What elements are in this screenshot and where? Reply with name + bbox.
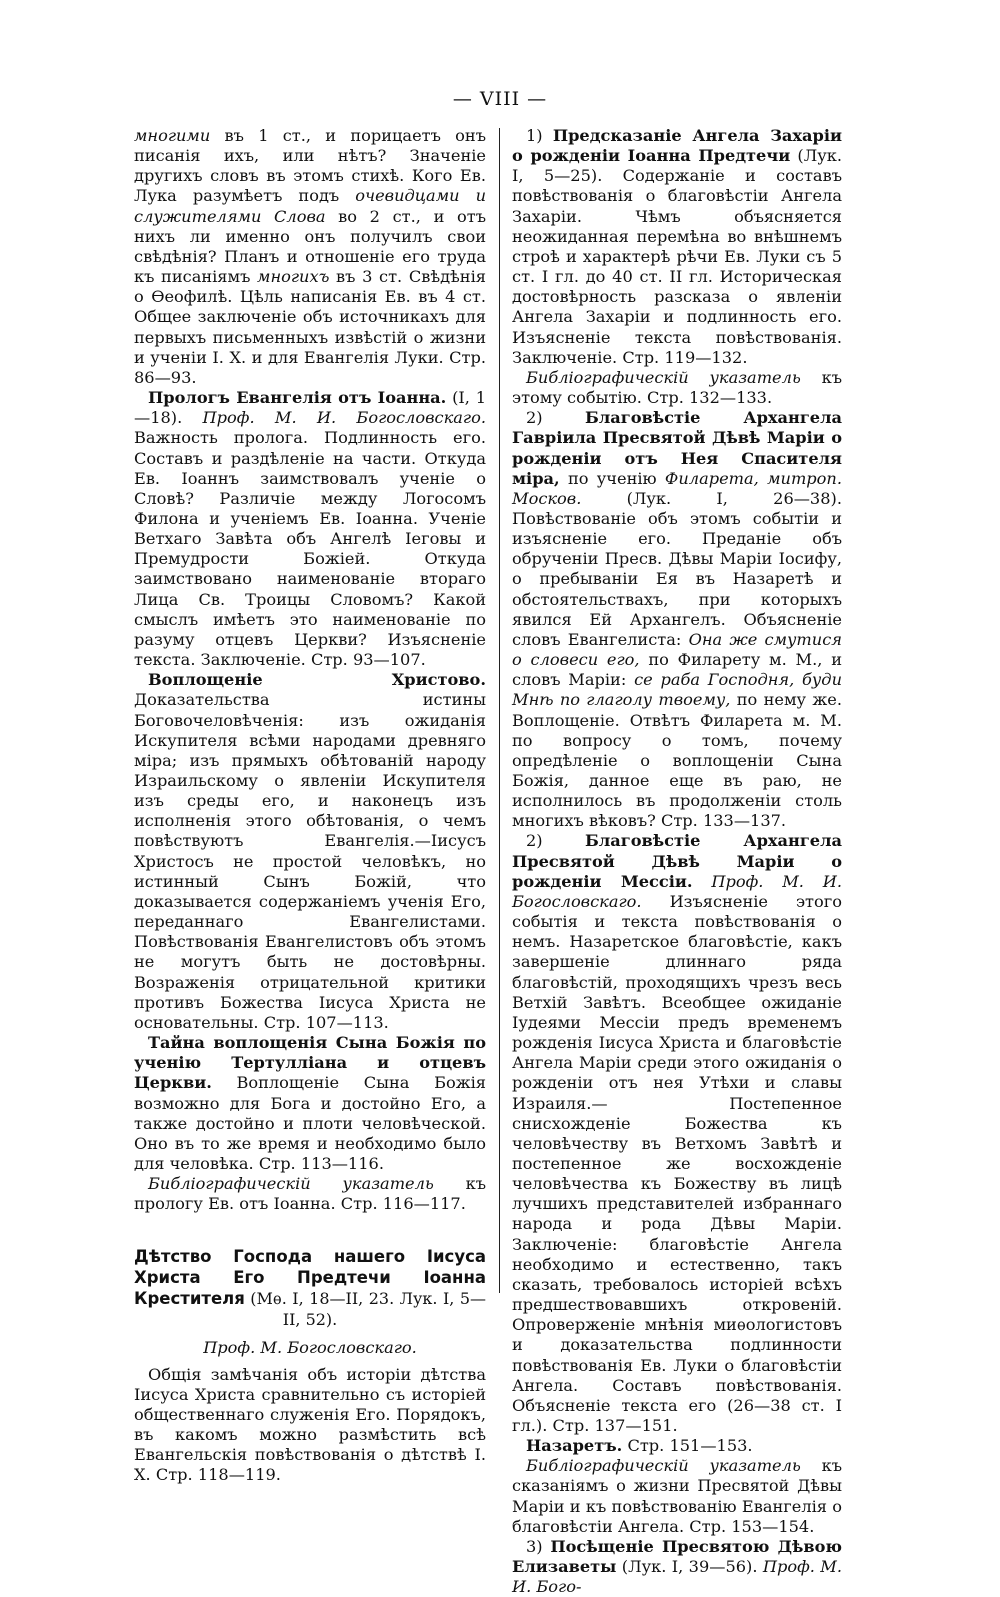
body-text: къ прологу Ев. отъ Іоанна. Стр. 116—117. xyxy=(134,1174,486,1214)
body-text: (І, 1—18). xyxy=(134,388,486,428)
author-text: Проф. М. И. Бого- xyxy=(512,1557,843,1597)
page-number: — VIII — xyxy=(452,88,548,110)
paragraph-visitation xyxy=(512,1537,842,1597)
paragraph-sources-continued xyxy=(134,126,486,388)
paragraph-incarnation xyxy=(134,670,486,1033)
author-text: Проф. М. И. Богословскаго. xyxy=(202,408,486,428)
body-text: въ 1 ст., и порицаетъ онъ писанія ихъ, или нѣтъ? Значеніе другихъ словъ въ этомъ стихѣ. Кого Ев. Лука разумѣетъ подъ xyxy=(134,126,486,206)
body-text: (Лук. І, 5—25). Содержаніе и составъ повѣствованія о благовѣстіи Ангела Захаріи. Чѣмъ объясняется неожиданная перемѣна во внѣшнемъ строѣ и характерѣ рѣчи Ев. Луки съ 5 ст. І гл. до 40 ст. ІІ гл. Историческая достовѣрность разсказа о явленіи Ангела Захаріи и подлинность его. Изъясненіе текста повѣствованія. Заключеніе. Стр. 119—132. xyxy=(512,146,842,367)
entry-number: 3) xyxy=(526,1536,551,1556)
paragraph-bibliography-prologue xyxy=(134,1174,486,1214)
section-author: Проф. М. Богословскаго. xyxy=(203,1338,417,1358)
bibliography-label: Библіографическій указатель xyxy=(526,367,801,387)
section-heading xyxy=(134,1246,486,1330)
entry-number: 2) xyxy=(526,408,586,428)
body-text: въ 3 ст. Свѣдѣнія о Ѳеофилѣ. Цѣль написанія Ев. въ 4 ст. Общее заключеніе объ источникахъ для первыхъ письменныхъ извѣстій о жизни и ученіи І. Х. и для Евангелія Луки. Стр. 86—93. xyxy=(134,267,486,387)
paragraph-bibliography-event xyxy=(512,368,842,408)
body-text: Воплощеніе Сына Божія возможно для Бога и достойно Его, а также достойно и плоти человѣческой. Оно въ то же время и необходимо было для человѣка. Стр. 113—116. xyxy=(134,1073,486,1173)
quote-text: се раба Господня, буди Мнѣ по глаголу твоему, xyxy=(512,670,842,710)
section-title: Дѣтство Господа нашего Іисуса Христа Его Предтечи Іоанна Крестителя xyxy=(134,1247,486,1309)
quote-text: Она же смутися о словеси его, xyxy=(512,629,842,670)
entry-title: Воплощеніе Христово. xyxy=(148,670,486,690)
body-text: Важность пролога. Подлинность его. Составъ и раздѣленіе на части. Откуда Ев. Іоаннъ заимствовалъ ученіе о Словѣ? Различіе между Логосомъ Филона и ученіемъ Ев. Іоанна. Ученіе Ветхаго Завѣта объ Ангелѣ Іеговы и Премудрости Божіей. Откуда заимствовано наименованіе втораго Лица Св. Троицы Словомъ? Какой смыслъ имѣетъ это наименованіе по разуму отцевъ Церкви? Изъясненіе текста. Заключеніе. Стр. 93—107. xyxy=(134,428,486,670)
entry-title: Благовѣстіе Архангела Гавріила Пресвятой Дѣвѣ Маріи о рожденіи отъ Нея Спасителя міра, xyxy=(512,408,842,488)
paragraph-prologue xyxy=(134,388,486,670)
paragraph-mystery xyxy=(134,1033,486,1174)
body-text: къ сказаніямъ о жизни Пресвятой Дѣвы Маріи и къ повѣствованію Евангелія о благовѣстіи Ангела. Стр. 153—154. xyxy=(512,1456,842,1536)
entry-title: Прологъ Евангелія отъ Іоанна. xyxy=(148,388,447,408)
body-text: Доказательства истины Боговочеловѣченія: изъ ожиданія Искупителя всѣми народами древняго міра; изъ прямыхъ обѣтованій народу Израильскому о явленіи Искупителя изъ среды его, и наконецъ изъ исполненія этого обѣтованія, о чемъ повѣствуютъ Евангелія.—Іисусъ Христосъ не простой человѣкъ, но истинный Сынъ Божій, что доказывается содержаніемъ ученія Его, переданнаго Евангелистами. Повѣствованія Евангелистовъ объ этомъ не могутъ быть не достовѣрны. Возраженія отрицательной критики противъ Божества Іисуса Христа не основательны. Стр. 107—113. xyxy=(134,690,486,1032)
left-column xyxy=(134,126,486,1486)
paragraph-annunciation-gabriel xyxy=(512,408,842,831)
bibliography-label: Библіографическій указатель xyxy=(526,1456,801,1476)
entry-title: Предсказаніе Ангела Захаріи о рожденіи Іоанна Предтечи xyxy=(512,126,842,166)
right-column xyxy=(512,126,842,1597)
paragraph-bibliography-mary xyxy=(512,1456,842,1537)
section-refs: (Мѳ. І, 18—ІІ, 23. Лук. І, 5—ІІ, 52). xyxy=(244,1289,486,1330)
entry-number: 1) xyxy=(526,126,553,145)
entry-title: Благовѣстіе Архангела Пресвятой Дѣвѣ Маріи о рожденіи Мессіи. xyxy=(512,831,842,891)
body-text: по нему же. Воплощеніе. Отвѣтъ Филарета м. М. по вопросу о томъ, почему опредѣленіе о воплощеніи Сына Божія, данное еще въ раю, не исполнилось въ продолженіи столь многихъ вѣковъ? Стр. 133—137. xyxy=(512,690,842,831)
italic-text: многими xyxy=(134,126,211,145)
body-text: (Лук. І, 39—56). xyxy=(616,1557,763,1577)
paragraph-annunciation-messiah xyxy=(512,831,842,1436)
entry-title: Тайна воплощенія Сына Божія по ученію Тертулліана и отцевъ Церкви. xyxy=(134,1033,486,1093)
italic-text: очевидцами и служителями Слова xyxy=(134,186,486,226)
body-text: во 2 ст., и отъ нихъ ли именно онъ получилъ свои свѣдѣнія? Планъ и отношеніе его труда къ писаніямъ xyxy=(134,206,486,287)
italic-text: многихъ xyxy=(257,267,330,287)
body-text: Общія замѣчанія объ исторіи дѣтства Іисуса Христа сравнительно съ исторіей общественнаго служенія Его. Порядокъ, въ какомъ можно размѣстить всѣ Евангельскія повѣствованія о дѣтствѣ І. Х. Стр. 118—119. xyxy=(134,1364,486,1485)
body-text: (Лук. І, 26—38). Повѣствованіе объ этомъ событіи и изъясненіе его. Преданіе объ обрученіи Пресв. Дѣвы Маріи Іосифу, о пребываніи Ея въ Назаретѣ и обстоятельствахъ, при которыхъ явился Ей Архангелъ. Объясненіе словъ Евангелиста: xyxy=(512,488,842,649)
body-text: Стр. 151—153. xyxy=(622,1436,753,1456)
author-text: Филарета, митроп. Москов. xyxy=(512,468,842,508)
entry-number: 2) xyxy=(526,831,586,851)
body-text: къ этому событію. Стр. 132—133. xyxy=(512,367,842,408)
paragraph-nazareth xyxy=(512,1436,842,1456)
body-text: Изъясненіе этого событія и текста повѣствованія о немъ. Назаретское благовѣстіе, какъ завершеніе длиннаго ряда благовѣстій, проходящихъ чрезъ весь Ветхій Завѣтъ. Всеобщее ожиданіе Іудеями Мессіи предъ временемъ рожденія Іисуса Христа и благовѣстіе Ангела Маріи среди этого ожиданія о рожденіи отъ нея Утѣхи и славы Израиля.— Постепенное снисхожденіе Божества къ человѣчеству въ Ветхомъ Завѣтѣ и постепенное же восхожденіе человѣчества къ Божеству въ лицѣ лучшихъ представителей избраннаго народа и рода Дѣвы Маріи. Заключеніе: благовѣстіе Ангела необходимо и естественно, такъ сказать, требовалось исторіей всѣхъ предшествовавшихъ откровеній. Опроверженіе мнѣнія миѳологистовъ и доказательства подлинности повѣствованія Ев. Луки о благовѣстіи Ангела. Составъ повѣствованія. Объясненіе текста его (26—38 ст. І гл.). Стр. 137—151. xyxy=(512,891,842,1435)
column-divider xyxy=(499,128,500,1293)
paragraph-zacharias xyxy=(512,126,842,368)
entry-title: Назаретъ. xyxy=(526,1436,623,1456)
bibliography-label: Библіографическій указатель xyxy=(148,1174,434,1194)
entry-title: Посѣщеніе Пресвятою Дѣвою Елизаветы xyxy=(512,1536,843,1577)
body-text xyxy=(693,872,712,891)
body-text: по ученію xyxy=(559,468,665,488)
paragraph-general-remarks xyxy=(134,1365,486,1486)
body-text: по Филарету м. М., и словъ Маріи: xyxy=(512,650,842,690)
author-text: Проф. М. И. Богословскаго. xyxy=(512,871,842,911)
